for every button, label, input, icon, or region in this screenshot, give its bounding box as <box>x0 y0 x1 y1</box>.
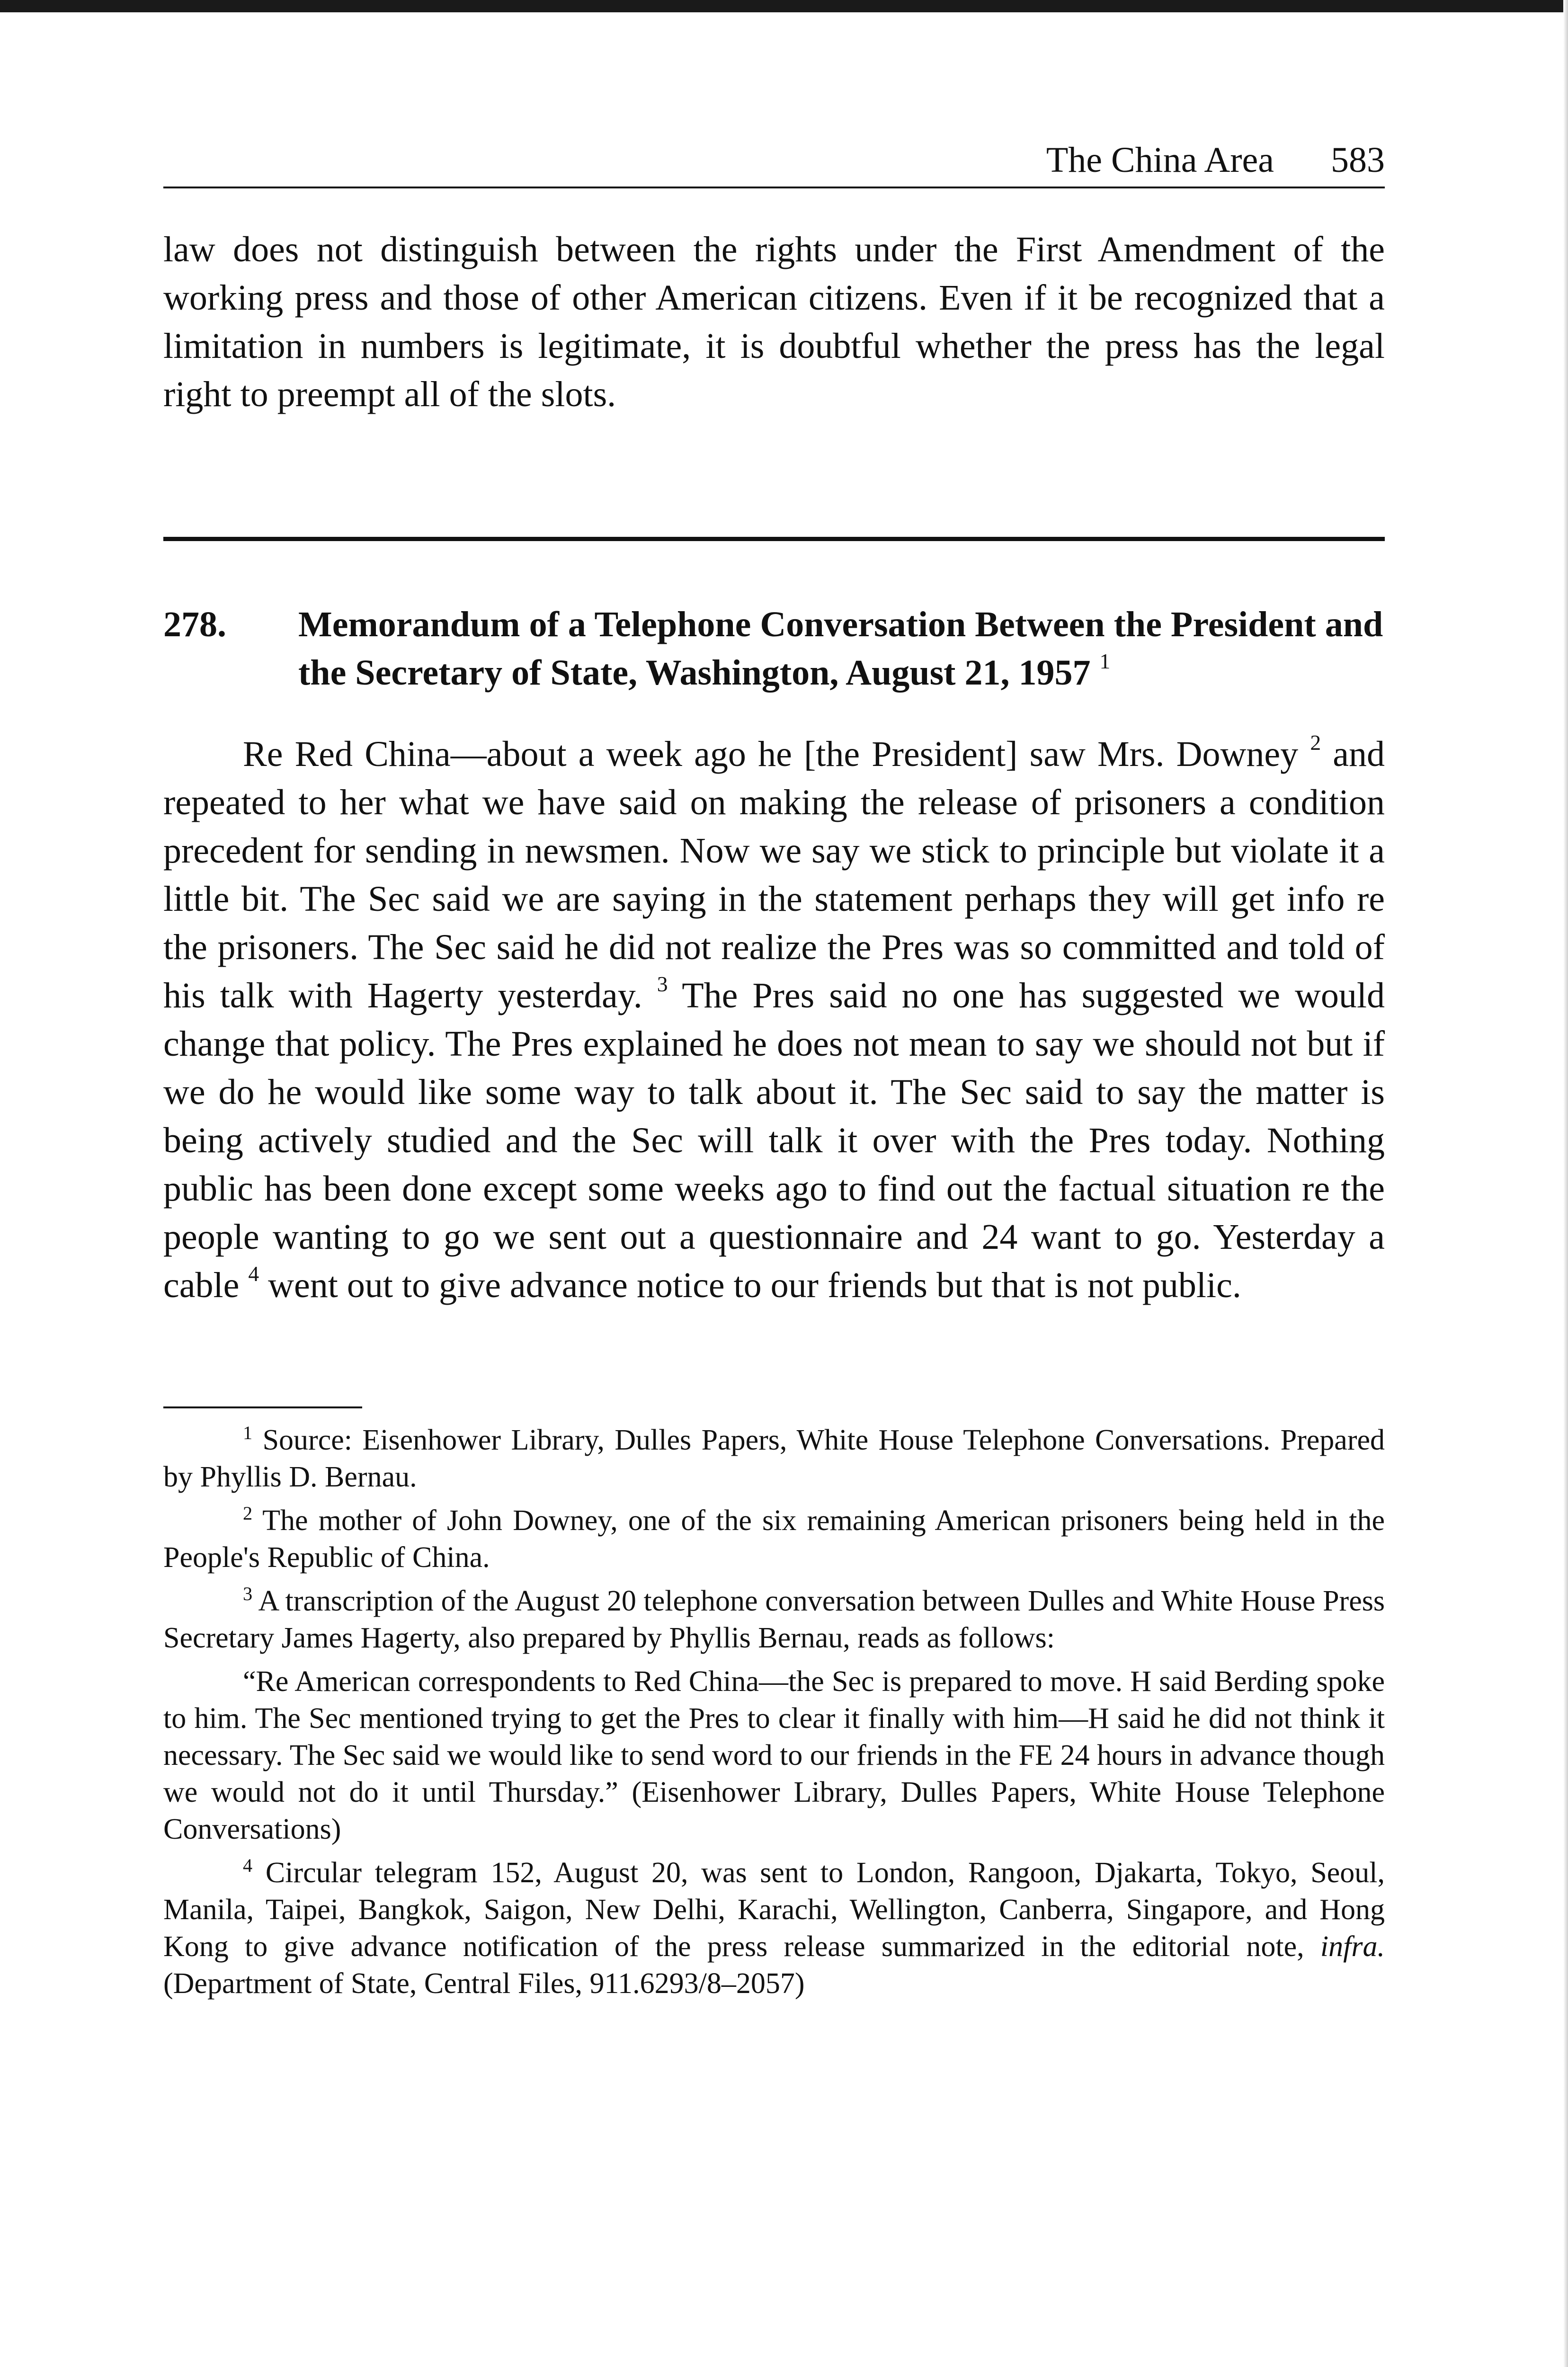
memo-segment-2: and repeated to her what we have said on making the release of prisoners a condition precedent for sending in newsmen. Now we say we stick to principle but violate it a little bit. The Sec said we are saying in the statement perhaps they will get info re the prisoners. The Sec said he did not realize the Pres was so committed and told of his talk with Hagerty yesterday. <box>163 734 1385 1015</box>
footnote-3-text: A transcription of the August 20 telephone conversation between Dulles and White House Press Secretary James Hagerty, also prepared by Phyllis Bernau, reads as follows: <box>163 1585 1385 1654</box>
footnote-ref-2: 2 <box>1310 730 1321 755</box>
footnote-3 <box>163 1583 1385 1656</box>
footnote-ref-3: 3 <box>657 971 668 996</box>
memo-segment-3: The Pres said no one has suggested we would change that policy. The Pres explained he does not mean to say we should not but if we do he would like some way to talk about it. The Sec said to say the matter is being actively studied and the Sec will talk it over with the Pres today. Nothing public has been done except some weeks ago to find out the factual situation re the people wanting to go we sent out a questionnaire and 24 want to go. Yesterday a cable <box>163 976 1385 1305</box>
page-number: 583 <box>1331 140 1385 180</box>
footnote-1 <box>163 1422 1385 1495</box>
continuation-paragraph: law does not distinguish between the rights under the First Amendment of the working press and those of other American citizens. Even if it be recognized that a limitation in numbers is legitimate, it is doubtful whether the press has the legal right to preempt all of the slots. <box>163 230 1385 414</box>
section-divider <box>163 537 1385 541</box>
footnote-2 <box>163 1502 1385 1576</box>
document-heading <box>163 600 1385 697</box>
footnote-4-italic: infra. <box>1320 1931 1385 1963</box>
memo-segment-4: went out to give advance notice to our friends but that is not public. <box>268 1265 1241 1305</box>
footnote-4-text: Circular telegram 152, August 20, was sent to London, Rangoon, Djakarta, Tokyo, Seoul, Manila, Taipei, Bangkok, Saigon, New Delhi, Karachi, Wellington, Canberra, Singapore, and Hong Kong to give advance notification of the press release summarized in the editorial note, <box>163 1857 1385 1963</box>
memorandum-paragraph <box>163 730 1385 1309</box>
memo-segment-1: Re Red China—about a week ago he [the President] saw Mrs. Downey <box>243 734 1299 774</box>
footnote-ref-1: 1 <box>1099 649 1111 673</box>
running-head <box>163 142 1385 188</box>
footnote-1-text: Source: Eisenhower Library, Dulles Papers, White House Telephone Conversations. Prepared by Phyllis D. Bernau. <box>163 1424 1385 1493</box>
footnote-rule <box>163 1406 362 1408</box>
footnote-4 <box>163 1854 1385 2002</box>
scan-top-edge <box>0 0 1568 12</box>
footnote-2-text: The mother of John Downey, one of the six remaining American prisoners being held in the People's Republic of China. <box>163 1504 1385 1574</box>
footnote-marker-4: 4 <box>243 1854 253 1876</box>
book-page <box>163 142 1385 2009</box>
document-number: 278. <box>163 605 226 644</box>
document-title-text: Memorandum of a Telephone Conversation Between the President and the Secretary of State, Washington, August 21, 1957 <box>298 605 1383 693</box>
footnote-marker-3: 3 <box>243 1583 253 1604</box>
footnotes <box>163 1422 1385 2002</box>
document-title <box>298 600 1385 697</box>
footnote-marker-1: 1 <box>243 1422 253 1443</box>
footnote-marker-2: 2 <box>243 1502 253 1524</box>
running-head-title: The China Area <box>1046 140 1274 180</box>
footnote-3-quote: “Re American correspondents to Red China—the Sec is prepared to move. H said Berding spoke to him. The Sec mentioned trying to get the Pres to clear it finally with him—H said he did not think it necessary. The Sec said we would like to send word to our friends in the FE 24 hours in advance though we would not do it until Thursday.” (Eisenhower Library, Dulles Papers, White House Telephone Conversations) <box>163 1665 1385 1845</box>
scan-right-edge <box>1563 0 1568 2367</box>
footnote-ref-4: 4 <box>248 1261 259 1286</box>
footnote-4-tail: (Department of State, Central Files, 911.6293/8–2057) <box>163 1967 805 2000</box>
